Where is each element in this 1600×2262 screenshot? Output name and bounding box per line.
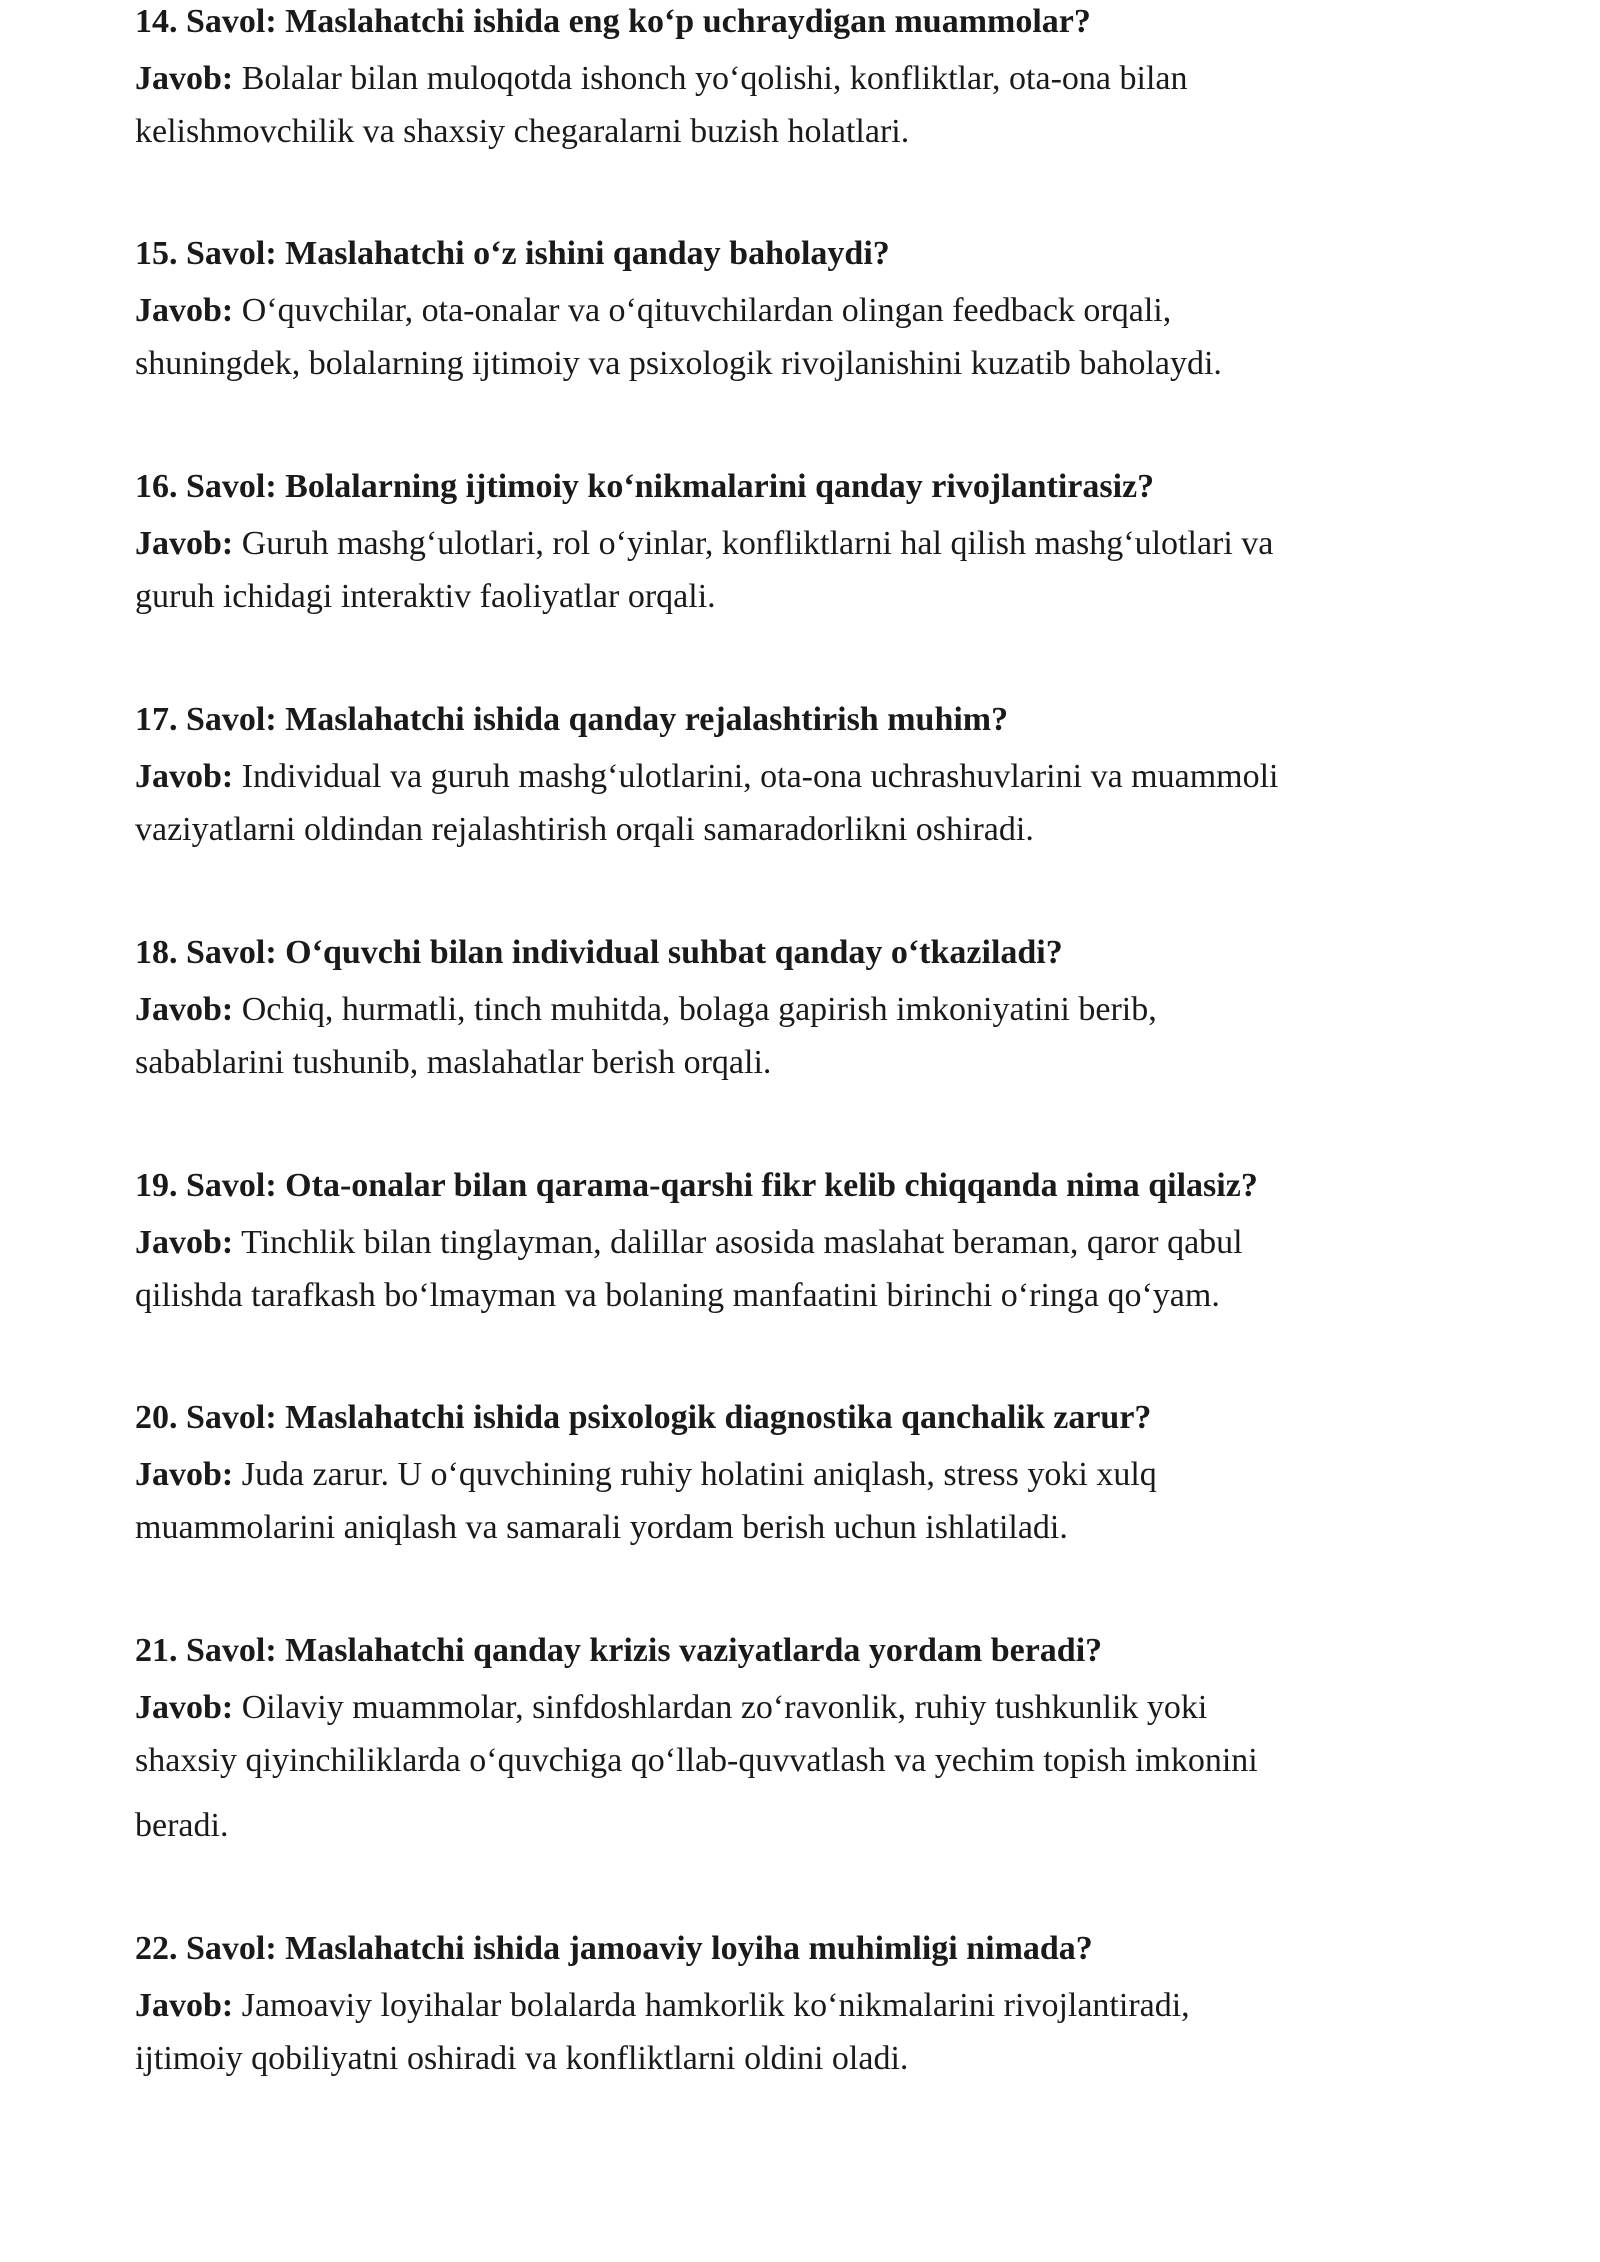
answer-text: [135, 990, 1465, 1095]
qa-item-20: [135, 1398, 1465, 1560]
question-heading: 20. Savol: Maslahatchi ishida psixologik diagnostika qanchalik zarur?: [135, 1399, 1152, 1436]
answer-text: [135, 59, 1465, 164]
answer-label: Javob:: [135, 1987, 234, 2024]
answer-text: [135, 291, 1465, 396]
answer-line: Oilaviy muammolar, sinfdoshlardan zo‘ravonlik, ruhiy tushkunlik yoki: [233, 1689, 1208, 1726]
question-heading: 14. Savol: Maslahatchi ishida eng ko‘p uchraydigan muammolar?: [135, 3, 1091, 40]
answer-label: Javob:: [135, 1224, 234, 1261]
answer-line: Juda zarur. U o‘quvchining ruhiy holatini aniqlash, stress yoki xulq: [233, 1456, 1157, 1493]
question-heading: 21. Savol: Maslahatchi qanday krizis vaziyatlarda yordam beradi?: [135, 1632, 1103, 1669]
answer-line: kelishmovchilik va shaxsiy chegaralarni buzish holatlari.: [135, 113, 910, 150]
answer-line: Individual va guruh mashg‘ulotlarini, ota-ona uchrashuvlarini va muammoli: [233, 758, 1279, 795]
answer-text: [135, 1986, 1465, 2091]
answer-label: Javob:: [135, 525, 234, 562]
qa-item-15: [135, 234, 1465, 396]
answer-label: Javob:: [135, 991, 234, 1028]
answer-text: [135, 1688, 1465, 1858]
answer-line: beradi.: [135, 1807, 229, 1844]
answer-line: Guruh mashg‘ulotlari, rol o‘yinlar, konfliktlarni hal qilish mashg‘ulotlari va: [233, 525, 1274, 562]
answer-line: ijtimoiy qobiliyatni oshiradi va konfliktlarni oldini oladi.: [135, 2040, 909, 2077]
answer-label: Javob:: [135, 60, 234, 97]
question-heading: 22. Savol: Maslahatchi ishida jamoaviy loyiha muhimligi nimada?: [135, 1930, 1093, 1967]
qa-item-21: [135, 1631, 1465, 1858]
question-heading: 19. Savol: Ota-onalar bilan qarama-qarshi fikr kelib chiqqanda nima qilasiz?: [135, 1167, 1258, 1204]
answer-line: Ochiq, hurmatli, tinch muhitda, bolaga gapirish imkoniyatini berib,: [233, 991, 1157, 1028]
question-heading: 18. Savol: O‘quvchi bilan individual suhbat qanday o‘tkaziladi?: [135, 934, 1063, 971]
qa-item-19: [135, 1166, 1465, 1328]
qa-item-18: [135, 933, 1465, 1095]
answer-line: muammolarini aniqlash va samarali yordam berish uchun ishlatiladi.: [135, 1509, 1068, 1546]
answer-line: shuningdek, bolalarning ijtimoiy va psixologik rivojlanishini kuzatib baholaydi.: [135, 345, 1222, 382]
qa-item-22: [135, 1929, 1465, 2091]
answer-line: vaziyatlarni oldindan rejalashtirish orqali samaradorlikni oshiradi.: [135, 811, 1034, 848]
answer-line: guruh ichidagi interaktiv faoliyatlar orqali.: [135, 578, 716, 615]
answer-line: sabablarini tushunib, maslahatlar berish orqali.: [135, 1044, 772, 1081]
answer-text: [135, 757, 1465, 862]
qa-item-16: [135, 467, 1465, 629]
question-heading: 17. Savol: Maslahatchi ishida qanday rejalashtirish muhim?: [135, 701, 1009, 738]
question-heading: 15. Savol: Maslahatchi o‘z ishini qanday baholaydi?: [135, 235, 890, 272]
answer-line: Bolalar bilan muloqotda ishonch yo‘qolishi, konfliktlar, ota-ona bilan: [233, 60, 1188, 97]
answer-label: Javob:: [135, 292, 234, 329]
answer-text: [135, 1455, 1465, 1560]
answer-label: Javob:: [135, 1689, 234, 1726]
answer-line: Tinchlik bilan tinglayman, dalillar asosida maslahat beraman, qaror qabul: [233, 1224, 1243, 1261]
answer-line: shaxsiy qiyinchiliklarda o‘quvchiga qo‘llab-quvvatlash va yechim topish imkonini: [135, 1742, 1258, 1779]
qa-item-17: [135, 700, 1465, 862]
answer-label: Javob:: [135, 758, 234, 795]
question-heading: 16. Savol: Bolalarning ijtimoiy ko‘nikmalarini qanday rivojlantirasiz?: [135, 468, 1155, 505]
answer-text: [135, 524, 1465, 629]
answer-line: qilishda tarafkash bo‘lmayman va bolaning manfaatini birinchi o‘ringa qo‘yam.: [135, 1277, 1220, 1314]
answer-text: [135, 1223, 1465, 1328]
qa-item-14: [135, 2, 1465, 164]
answer-label: Javob:: [135, 1456, 234, 1493]
answer-line: Jamoaviy loyihalar bolalarda hamkorlik ko‘nikmalarini rivojlantiradi,: [233, 1987, 1190, 2024]
answer-line: O‘quvchilar, ota-onalar va o‘qituvchilardan olingan feedback orqali,: [233, 292, 1172, 329]
